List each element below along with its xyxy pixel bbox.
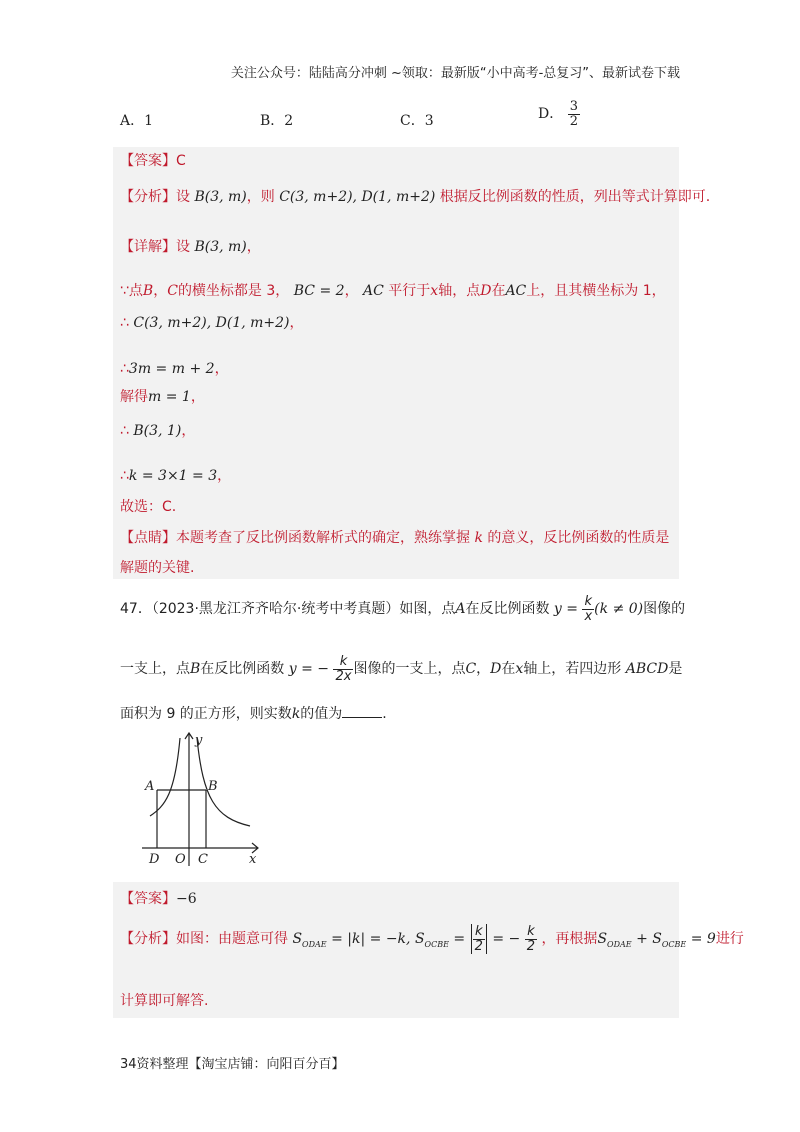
question-47-line1: 47．（2023·黑龙江齐齐哈尔·统考中考真题）如图，点A在反比例函数 y = $\frac{k}{x}$ (k ≠ 0)图像的: [120, 594, 686, 624]
label-a: A: [145, 779, 155, 794]
analysis-47-line2: 计算即可解答.: [120, 993, 209, 1009]
prev-detail-line2: ∴ C(3, m+2), D(1, m+2)，: [120, 315, 304, 331]
label-y: y: [195, 733, 203, 748]
prev-detail-line4: 解得m = 1，: [120, 389, 205, 405]
page-footer: 34资料整理【淘宝店铺：向阳百分百】: [120, 1057, 345, 1072]
prev-detail-line6: ∴k = 3×1 = 3，: [120, 468, 232, 484]
question-47-line3: 面积为 9 的正方形，则实数k的值为 .: [120, 706, 387, 722]
abs-k-over-2: $\frac{k}{2}$: [470, 924, 488, 954]
question-fraction-k-over-x: $\frac{k}{x}$: [584, 594, 593, 624]
label-o: O: [175, 852, 186, 867]
curve-right-branch: [197, 738, 250, 826]
answer-choices: [120, 100, 680, 140]
analysis-47: 【分析】如图：由题意可得 $S_{ODAE} = |k| = -k$, $S_{OCBE}$ = $\frac{k}{2}$ = − $\frac{k}{2}$ ，再根据$S_{ODAE} + S_{OCBE} = 9$进行: [120, 923, 744, 954]
question-47-line2: 一支上，点B在反比例函数 y = − $\frac{k}{2x}$ 图像的一支上，点C，D在x轴上，若四边形 ABCD是: [120, 654, 683, 684]
prev-analysis: 【分析】设 B(3, m)，则 C(3, m+2), D(1, m+2) 根据反比例函数的性质，列出等式计算即可.: [120, 189, 711, 205]
prev-detail-line3: ∴3m = m + 2，: [120, 361, 229, 377]
hyperbola-figure: [140, 728, 270, 868]
fraction-neg-k-over-2: $\frac{k}{2}$: [526, 923, 535, 954]
answer-blank: [342, 705, 382, 718]
page-header: 关注公众号：陆陆高分冲刺 ~领取：最新版“小中高考-总复习”、最新试卷下载: [230, 66, 680, 81]
answer-47: 【答案】−6: [120, 891, 197, 907]
question-fraction-k-over-2x: $\frac{k}{2x}$: [335, 654, 352, 684]
prev-detail-line7: 故选：C.: [120, 499, 177, 515]
label-d: D: [149, 852, 160, 867]
prev-detail: 【详解】设 B(3, m)，: [120, 239, 261, 255]
prev-detail-line1: ∵点B，C的横坐标都是 3， BC = 2， AC 平行于x轴，点D在AC上，且其横坐标为 1，: [120, 283, 666, 299]
prev-comment-line2: 解题的关键.: [120, 560, 195, 576]
page-number: 34: [120, 1057, 137, 1072]
prev-comment: 【点睛】本题考查了反比例函数解析式的确定，熟练掌握 k 的意义，反比例函数的性质是: [120, 530, 670, 546]
label-b: B: [208, 779, 218, 794]
prev-answer: 【答案】C: [120, 153, 186, 169]
choice-b: B．2: [260, 113, 294, 129]
choice-d-fraction: $\frac{3}{2}$: [569, 99, 578, 129]
curve-left-branch: [150, 738, 180, 816]
label-x: x: [249, 852, 257, 867]
choice-d: D． $\frac{3}{2}$: [538, 99, 578, 129]
choice-c: C．3: [400, 113, 434, 129]
label-c: C: [198, 852, 208, 867]
prev-detail-line5: ∴ B(3, 1)，: [120, 423, 196, 439]
choice-a: A．1: [120, 113, 154, 129]
